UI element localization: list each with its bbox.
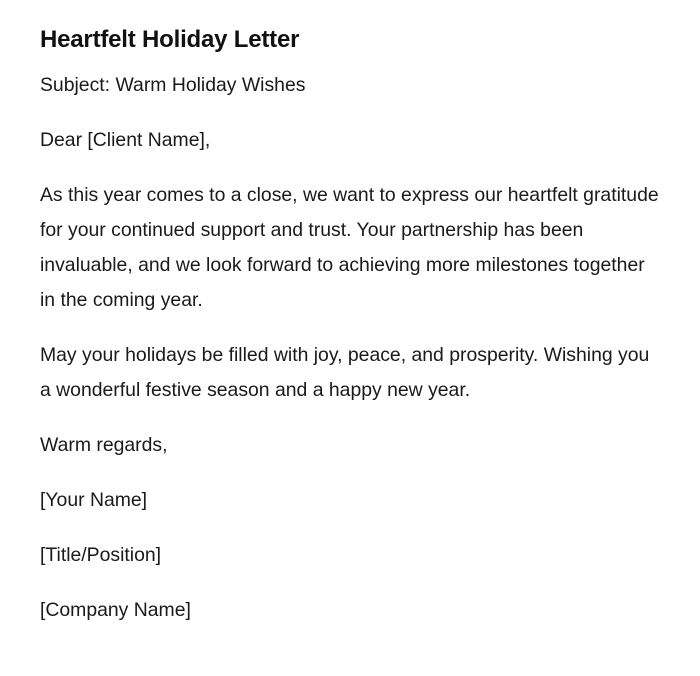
letter-body-paragraph: As this year comes to a close, we want to express our heartfelt gratitude for your continued support and trust. Your partnership has been invaluable, and we look forward to achieving more milestones together in the coming year. <box>40 184 659 311</box>
letter-subject: Subject: Warm Holiday Wishes <box>40 74 306 96</box>
letter-title: Heartfelt Holiday Letter <box>40 26 300 53</box>
letter-body-paragraph: May your holidays be filled with joy, peace, and prosperity. Wishing you a wonderful festive season and a happy new year. <box>40 344 650 401</box>
letter-greeting: Dear [Client Name], <box>40 129 211 151</box>
signature-title: [Title/Position] <box>40 544 162 566</box>
signature-name: [Your Name] <box>40 489 148 511</box>
signature-company: [Company Name] <box>40 599 191 621</box>
letter-closing: Warm regards, <box>40 434 168 456</box>
